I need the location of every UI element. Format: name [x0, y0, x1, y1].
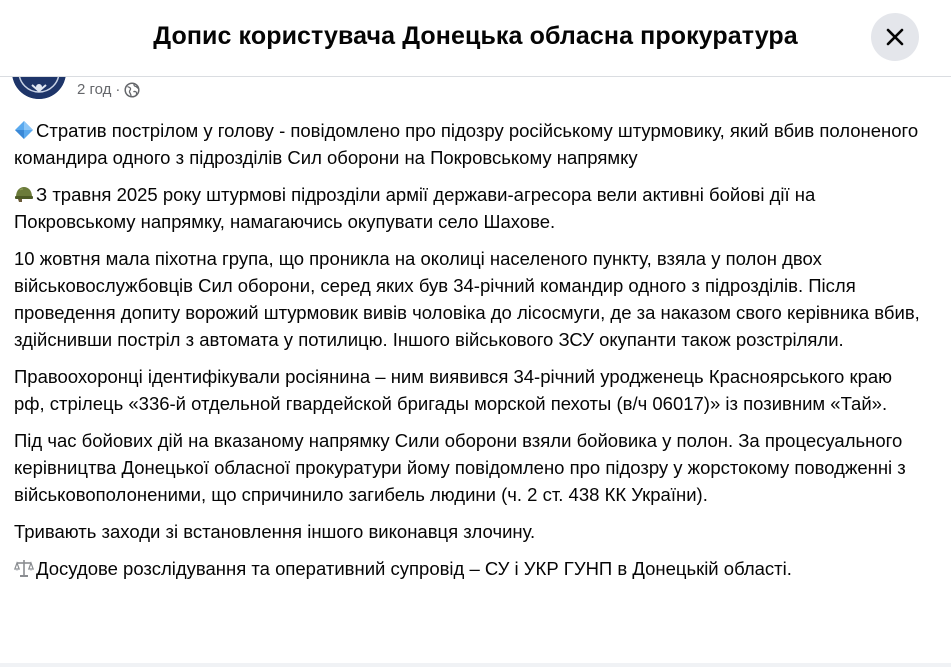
prosecutor-office-avatar[interactable] [12, 77, 66, 99]
post-headline: Стратив пострілом у голову - повідомлено про підозру російському штурмовику, який вбив полоненого командира одного з підрозділів Сил оборони на Покровському напрямку [14, 120, 919, 168]
post-text: 10 жовтня мала піхотна група, що проникла на околиці населеного пункту, взяла у полон двох військовослужбовців Сил оборони, серед яких був 34-річний командир одного з підрозділів. Після проведення допиту ворожий штурмовик вивів чоловіка до лісосмуги, де за наказом свого керівника вбив, здійснивши постріл з автомата у потилицю. Іншого військового ЗСУ окупанти також розстріляли. [14, 248, 920, 350]
meta-separator: · [115, 81, 121, 98]
close-icon [884, 26, 906, 48]
post-paragraph [14, 427, 924, 508]
bottom-edge [0, 663, 951, 667]
post-content[interactable] [0, 77, 951, 667]
scales-icon [14, 558, 34, 578]
post-text: Правоохоронці ідентифікували росіянина – ним виявився 34-річний уродженець Красноярського краю рф, стрілець «336-й отдельной гвардейской бригады морской пехоты (в/ч 06017)» із позивним «Тай». [14, 366, 893, 414]
post-timestamp[interactable]: 2 год [77, 81, 112, 98]
close-button[interactable] [871, 13, 919, 61]
post-paragraph [14, 117, 924, 171]
post-text: Під час бойових дій на вказаному напрямку Сили оборони взяли бойовика у полон. За процесуального керівництва Донецької обласної прокуратури йому повідомлено про підозру у жорстокому поводженні з військовополоненими, що спричинило загибель людини (ч. 2 ст. 438 КК України). [14, 430, 906, 505]
post-paragraph [14, 181, 924, 235]
post-paragraph [14, 518, 924, 545]
post-text: Досудове розслідування та оперативний супровід – СУ і УКР ГУНП в Донецькій області. [36, 558, 792, 579]
blue-diamond-icon [14, 120, 34, 140]
helmet-icon [14, 184, 34, 204]
post-text: З травня 2025 року штурмові підрозділи армії держави-агресора вели активні бойові дії на Покровському напрямку, намагаючись окупувати село Шахове. [14, 184, 816, 232]
post-paragraph [14, 245, 924, 353]
post-paragraph [14, 555, 924, 582]
dialog-header [0, 0, 951, 77]
post-text: Тривають заходи зі встановлення іншого виконавця злочину. [14, 521, 536, 542]
post-body [14, 117, 924, 592]
post-paragraph [14, 363, 924, 417]
post-meta [77, 81, 140, 98]
dialog-title: Допис користувача Донецька обласна прокуратура [153, 22, 798, 50]
globe-icon [124, 82, 140, 98]
